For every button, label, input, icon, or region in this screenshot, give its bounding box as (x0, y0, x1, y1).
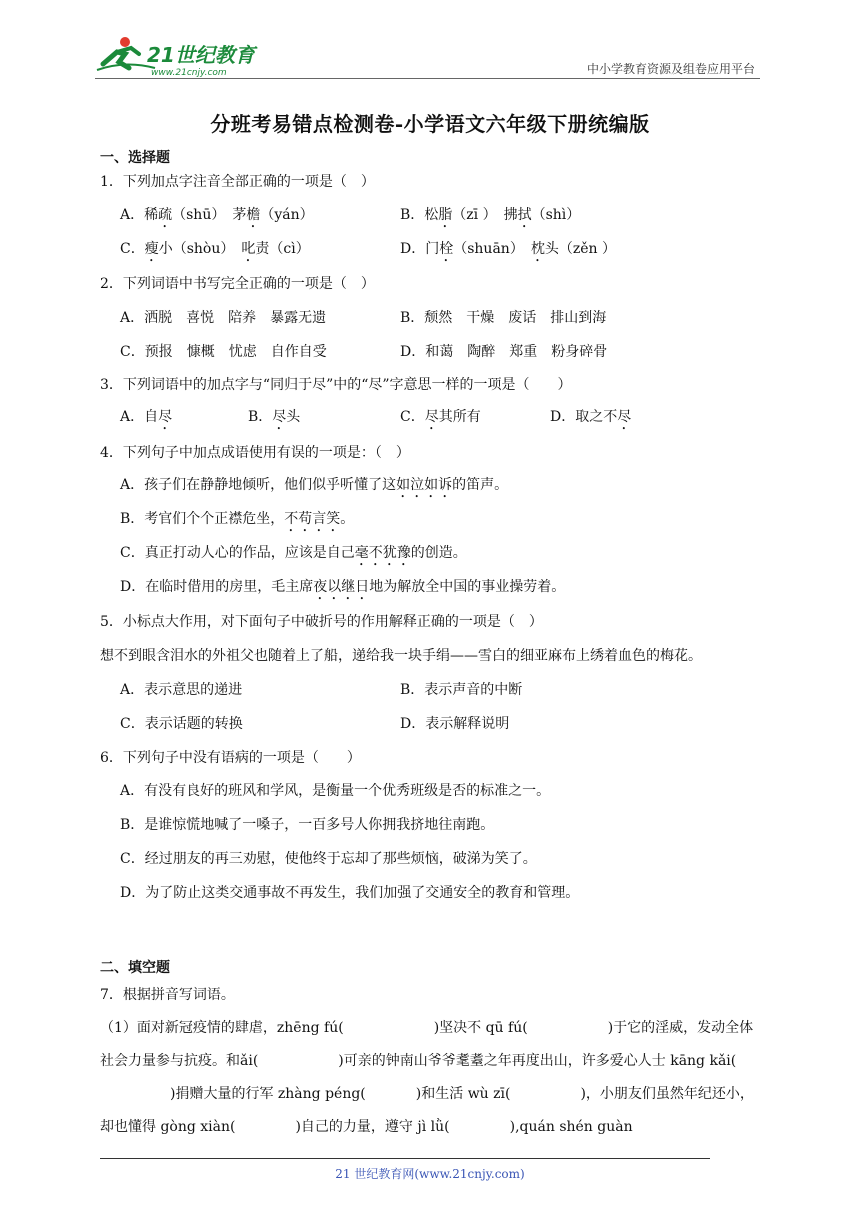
question-5: 5．小标点大作用，对下面句子中破折号的作用解释正确的一项是（ ） (100, 614, 543, 630)
q1-option-b: B．松脂（zī ） 拂拭（shì） (400, 207, 581, 223)
q5-option-a: A．表示意思的递进 (120, 682, 243, 698)
q2-option-d: D．和蔼 陶醉 郑重 粉身碎骨 (400, 344, 608, 360)
question-6: 6．下列句子中没有语病的一项是（ ） (100, 750, 361, 766)
q3-option-b: B．尽头 (248, 409, 301, 425)
logo-text: 21世纪教育 (147, 43, 255, 67)
q5-option-c: C．表示话题的转换 (120, 716, 243, 732)
question-3: 3．下列词语中的加点字与“同归于尽”中的“尽”字意思一样的一项是（ ） (100, 377, 572, 393)
q2-option-a: A．洒脱 喜悦 陪养 暴露无遗 (120, 310, 327, 326)
footer-divider (100, 1158, 710, 1159)
q6-option-c: C．经过朋友的再三劝慰，使他终于忘却了那些烦恼，破涕为笑了。 (120, 851, 537, 867)
runner-logo-icon (95, 34, 265, 78)
q4-option-c: C．真正打动人心的作品，应该是自己毫不犹豫的创造。 (120, 545, 467, 561)
q5-option-b: B．表示声音的中断 (400, 682, 523, 698)
q2-option-c: C．预报 慷概 忧虑 自作自受 (120, 344, 327, 360)
q1-option-a: A．稀疏（shū） 茅檐（yán） (120, 207, 314, 223)
q7-paragraph: （1）面对新冠疫情的肆虐，zhēng fú( )坚决不 qū fú( )于它的淫威，发动全体社会力量参与抗疫。和ǎi( )可亲的钟南山爷爷耄耋之年再度出山，许多爱心人士 kāng kǎi()捐赠大量的行军 zhàng péng( )和生活 wù zī( )，小朋友们虽然年纪还小，却也懂得 gòng xiàn( )自己的力量，遵守 jì lǜ( ),quán shén guàn (100, 1020, 754, 1135)
q2-option-b: B．颓然 干燥 废话 排山到海 (400, 310, 607, 326)
q6-option-a: A．有没有良好的班风和学风，是衡量一个优秀班级是否的标准之一。 (120, 783, 551, 799)
footer-link[interactable]: 21 世纪教育网(www.21cnjy.com) (335, 1167, 525, 1181)
q5-option-d: D．表示解释说明 (400, 716, 510, 732)
page-title: 分班考易错点检测卷-小学语文六年级下册统编版 (210, 112, 650, 136)
logo-url: www.21cnjy.com (151, 68, 227, 78)
q3-option-d: D．取之不尽 (550, 409, 632, 425)
q1-option-d: D．门栓（shuān） 枕头（zěn ） (400, 241, 616, 257)
q4-option-d: D．在临时借用的房里，毛主席夜以继日地为解放全中国的事业操劳着。 (120, 579, 566, 595)
q1-option-c: C．瘦小（shòu） 叱责（cì） (120, 241, 310, 257)
q3-option-a: A．自尽 (120, 409, 173, 425)
section-heading-choice: 一、选择题 (100, 150, 170, 166)
question-7: 7．根据拼音写词语。 (100, 987, 235, 1003)
q4-option-b: B．考官们个个正襟危坐，不苟言笑。 (120, 511, 355, 527)
question-2: 2．下列词语中书写完全正确的一项是（ ） (100, 276, 375, 292)
question-4: 4．下列句子中加点成语使用有误的一项是：（ ） (100, 445, 410, 461)
q3-option-c: C．尽其所有 (400, 409, 481, 425)
section-heading-fill: 二、填空题 (100, 960, 170, 976)
platform-name: 中小学教育资源及组卷应用平台 (586, 62, 755, 76)
q4-option-a: A．孩子们在静静地倾听，他们似乎听懂了这如泣如诉的笛声。 (120, 477, 509, 493)
site-logo[interactable] (95, 34, 265, 78)
q5-sentence: 想不到眼含泪水的外祖父也随着上了船，递给我一块手绢——雪白的细亚麻布上绣着血色的梅花。 (100, 648, 702, 664)
q6-option-b: B．是谁惊慌地喊了一嗓子，一百多号人你拥我挤地往南跑。 (120, 817, 495, 833)
question-1: 1．下列加点字注音全部正确的一项是（ ） (100, 174, 375, 190)
header-divider (95, 78, 760, 79)
q6-option-d: D．为了防止这类交通事故不再发生，我们加强了交通安全的教育和管理。 (120, 885, 580, 901)
